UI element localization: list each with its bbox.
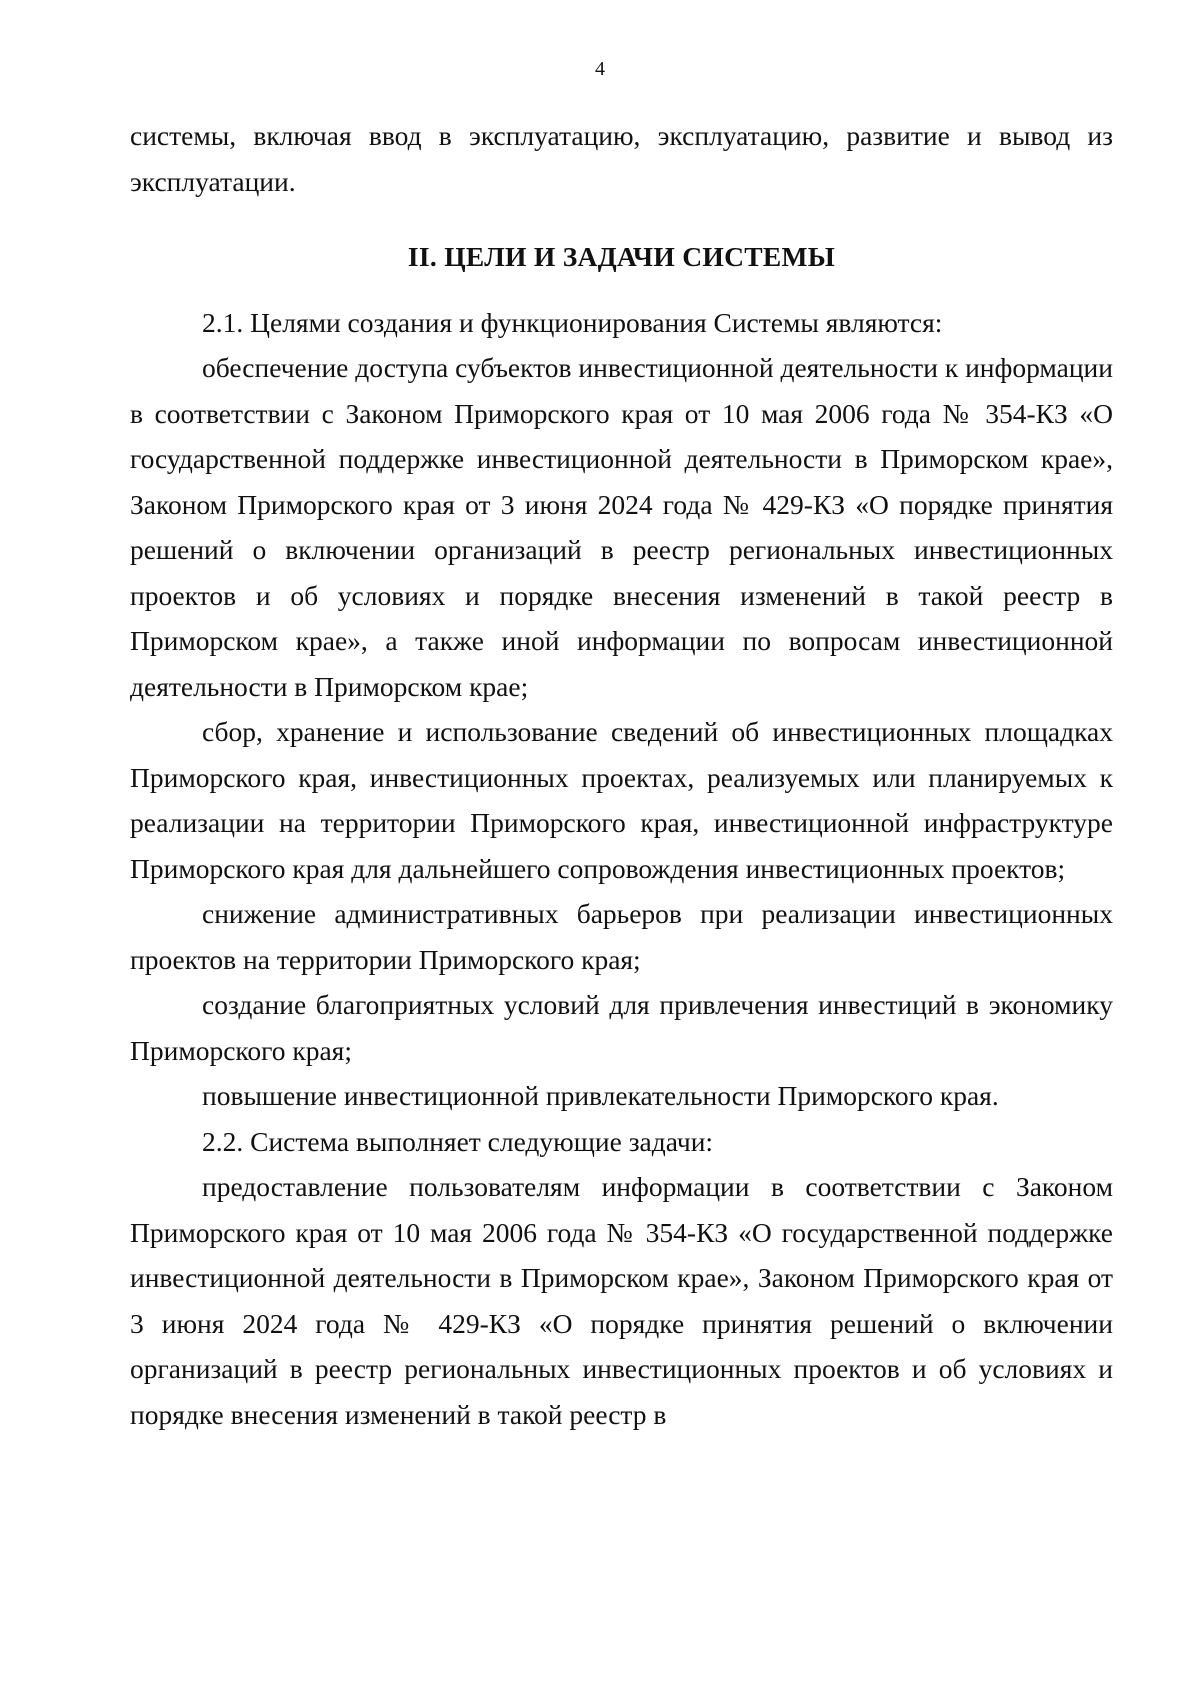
continued-paragraph: системы, включая ввод в эксплуатацию, эксплуатацию, развитие и вывод из эксплуатации. xyxy=(130,120,1113,197)
paragraph-tasks-intro: 2.2. Система выполняет следующие задачи: xyxy=(202,1125,714,1157)
paragraph-goal-collection: сбор, хранение и использование сведений об инвестиционных площадках Приморского края, инвестиционных проектах, реализуемых или планируемых к реализации на территории Приморского края, инвестиционной инфраструктуре Приморского края для дальнейшего сопровождения инвестиционных проектов; xyxy=(130,716,1113,884)
paragraph-goal-barriers: снижение административных барьеров при реализации инвестиционных проектов на территории Приморского края; xyxy=(130,898,1113,975)
paragraph-goal-conditions: создание благоприятных условий для привлечения инвестиций в экономику Приморского края; xyxy=(130,989,1113,1066)
page-number: 4 xyxy=(595,58,605,80)
paragraph-goal-access: обеспечение доступа субъектов инвестиционной деятельности к информации в соответствии с Законом Приморского края от 10 мая 2006 года № 354-КЗ «О государственной поддержке инвестиционной деятельности в Приморском крае», Законом Приморского края от 3 июня 2024 года № 429-КЗ «О порядке принятия решений о включении организаций в реестр региональных инвестиционных проектов и об условиях и порядке внесения изменений в такой реестр в Приморском крае», а также иной информации по вопросам инвестиционной деятельности в Приморском крае; xyxy=(130,352,1113,702)
document-body xyxy=(130,113,1113,1437)
paragraph-goals-intro: 2.1. Целями создания и функционирования Системы являются: xyxy=(202,306,943,338)
paragraph-task-information: предоставление пользователям информации в соответствии с Законом Приморского края от 10 мая 2006 года № 354-КЗ «О государственной поддержке инвестиционной деятельности в Приморском крае», Законом Приморского края от 3 июня 2024 года № 429-КЗ «О порядке принятия решений о включении организаций в реестр региональных инвестиционных проектов и об условиях и порядке внесения изменений в такой реестр в xyxy=(130,1171,1113,1430)
paragraph-goal-attractiveness: повышение инвестиционной привлекательности Приморского края. xyxy=(202,1080,999,1111)
section-heading: II. ЦЕЛИ И ЗАДАЧИ СИСТЕМЫ xyxy=(407,241,836,272)
